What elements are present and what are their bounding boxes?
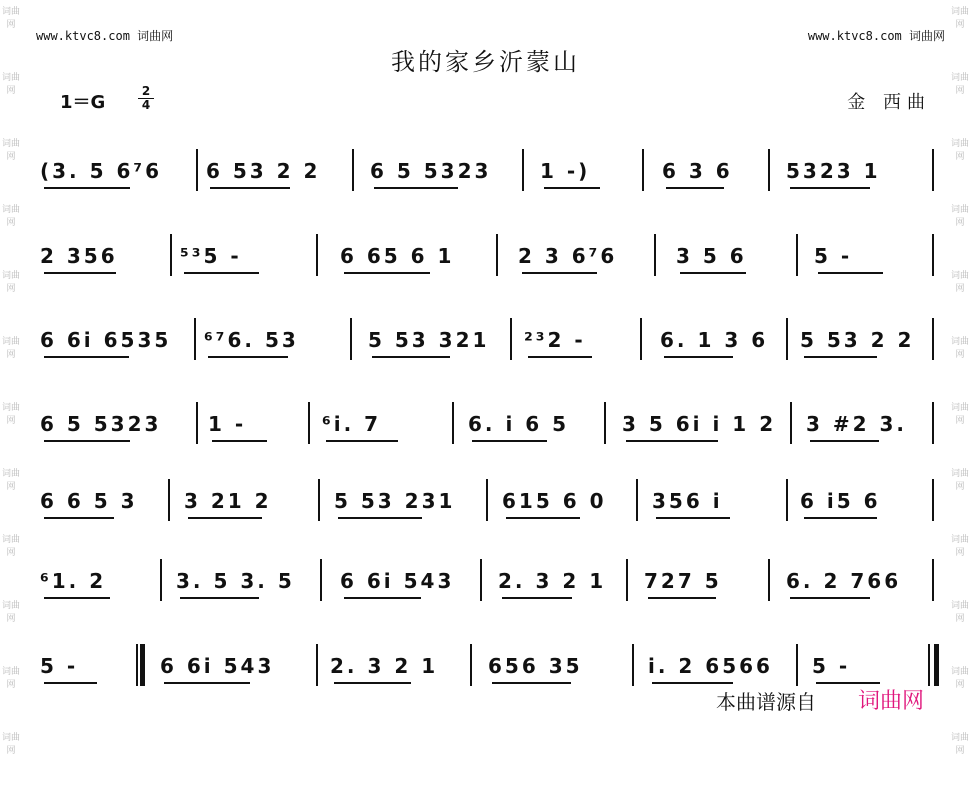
watermark-text: 词曲网 <box>1 337 20 360</box>
time-signature-bottom: 4 <box>141 98 151 112</box>
measure: 6 5 5323 <box>40 412 162 436</box>
watermark-text: 词曲网 <box>950 601 969 624</box>
barline <box>636 479 638 521</box>
measure: (3. 5 6⁷6 <box>40 159 163 183</box>
note-underline <box>208 356 288 358</box>
measure: 6 53 2 2 <box>206 159 321 183</box>
note-underline <box>326 440 398 442</box>
barline <box>786 479 788 521</box>
measure: 6. i 6 5 <box>468 412 570 436</box>
note-underline <box>44 517 114 519</box>
note-underline <box>652 682 733 684</box>
measure: i. 2 6566 <box>648 654 773 678</box>
watermark-text: 词曲网 <box>950 205 969 228</box>
score-row <box>0 157 971 217</box>
score-row <box>0 487 971 547</box>
score-row <box>0 410 971 470</box>
measure: 356 i <box>652 489 723 513</box>
barline <box>452 402 454 444</box>
measure: 2. 3 2 1 <box>330 654 439 678</box>
barline <box>136 644 138 686</box>
barline <box>160 559 162 601</box>
measure: 5 - <box>812 654 851 678</box>
measure: 3 21 2 <box>184 489 272 513</box>
measure: ⁶1. 2 <box>40 569 107 593</box>
barline <box>604 402 606 444</box>
measure: ²³2 - <box>524 328 586 352</box>
watermark-text: 词曲网 <box>950 469 969 492</box>
watermark-text: 词曲网 <box>1 271 20 294</box>
measure: 2 3 6⁷6 <box>518 244 618 268</box>
note-underline <box>44 272 116 274</box>
barline <box>350 318 352 360</box>
barline <box>522 149 524 191</box>
measure: 6 6 5 3 <box>40 489 138 513</box>
note-underline <box>492 682 571 684</box>
measure: 5 - <box>814 244 853 268</box>
barline <box>796 644 798 686</box>
measure: 3 #2 3. <box>806 412 908 436</box>
barline <box>932 402 934 444</box>
note-underline <box>44 187 130 189</box>
barline <box>316 234 318 276</box>
time-signature-top: 2 <box>141 84 151 98</box>
score-row <box>0 326 971 386</box>
source-brand: 词曲网 <box>858 689 925 714</box>
barline <box>932 234 934 276</box>
measure: 6 i5 6 <box>800 489 881 513</box>
note-underline <box>164 682 250 684</box>
barline <box>196 402 198 444</box>
note-underline <box>656 517 730 519</box>
measure: 6 6i 543 <box>160 654 275 678</box>
barline <box>790 402 792 444</box>
barline <box>640 318 642 360</box>
barline <box>786 318 788 360</box>
barline <box>932 559 934 601</box>
barline <box>932 318 934 360</box>
watermark-text: 词曲网 <box>1 535 20 558</box>
measure: 2. 3 2 1 <box>498 569 607 593</box>
note-underline <box>372 356 450 358</box>
barline <box>170 234 172 276</box>
watermark-text: 词曲网 <box>950 535 969 558</box>
watermark-text: 词曲网 <box>950 139 969 162</box>
watermark-text: 词曲网 <box>950 403 969 426</box>
note-underline <box>804 356 877 358</box>
note-underline <box>374 187 458 189</box>
barline <box>316 644 318 686</box>
note-underline <box>44 682 97 684</box>
note-underline <box>210 187 290 189</box>
measure: 6 5 5323 <box>370 159 492 183</box>
note-underline <box>810 440 879 442</box>
measure: 5 53 2 2 <box>800 328 915 352</box>
note-underline <box>664 356 733 358</box>
note-underline <box>344 597 421 599</box>
measure: ⁶i. 7 <box>322 412 382 436</box>
watermark-text: 词曲网 <box>1 7 20 30</box>
note-underline <box>626 440 718 442</box>
measure: 6 6i 543 <box>340 569 455 593</box>
note-underline <box>184 272 259 274</box>
note-underline <box>790 187 870 189</box>
watermark-text: 词曲网 <box>950 271 969 294</box>
measure: 5 53 321 <box>368 328 490 352</box>
measure: 1 -) <box>540 159 591 183</box>
watermark-text: 词曲网 <box>950 667 969 690</box>
watermark-text: 词曲网 <box>950 73 969 96</box>
measure: 5 - <box>40 654 79 678</box>
note-underline <box>804 517 877 519</box>
barline <box>196 149 198 191</box>
watermark-text: 词曲网 <box>1 139 20 162</box>
barline <box>470 644 472 686</box>
measure: 6 6i 6535 <box>40 328 172 352</box>
measure: 6. 1 3 6 <box>660 328 769 352</box>
measure: 3 5 6 <box>676 244 747 268</box>
final-barline <box>934 644 939 686</box>
watermark-text: 词曲网 <box>1 667 20 690</box>
barline <box>320 559 322 601</box>
note-underline <box>666 187 724 189</box>
note-underline <box>334 682 411 684</box>
barline <box>496 234 498 276</box>
measure: 5323 1 <box>786 159 881 183</box>
watermark-text: 词曲网 <box>1 205 20 228</box>
score-title: 我的家乡沂蒙山 <box>391 48 580 76</box>
website-label-left: www.ktvc8.com 词曲网 <box>36 29 174 43</box>
barline <box>510 318 512 360</box>
measure: 3 5 6i i 1 2 <box>622 412 777 436</box>
repeat-barline <box>140 644 145 686</box>
watermark-text: 词曲网 <box>1 733 20 756</box>
note-underline <box>188 517 262 519</box>
barline <box>194 318 196 360</box>
watermark-text: 词曲网 <box>950 337 969 360</box>
note-underline <box>472 440 547 442</box>
note-underline <box>544 187 600 189</box>
score-row <box>0 567 971 627</box>
measure: 2 356 <box>40 244 118 268</box>
score-row <box>0 652 971 712</box>
note-underline <box>44 440 130 442</box>
score-row <box>0 242 971 302</box>
measure: 5 53 231 <box>334 489 456 513</box>
watermark-text: 词曲网 <box>950 733 969 756</box>
note-underline <box>502 597 572 599</box>
watermark-text: 词曲网 <box>1 601 20 624</box>
note-underline <box>790 597 870 599</box>
barline <box>654 234 656 276</box>
note-underline <box>522 272 597 274</box>
barline <box>928 644 930 686</box>
barline <box>486 479 488 521</box>
note-underline <box>648 597 716 599</box>
measure: ⁵³5 - <box>180 244 242 268</box>
note-underline <box>528 356 592 358</box>
note-underline <box>680 272 746 274</box>
measure: 6. 2 766 <box>786 569 902 593</box>
measure: ⁶⁷6. 53 <box>204 328 299 352</box>
barline <box>308 402 310 444</box>
barline <box>168 479 170 521</box>
watermark-text: 词曲网 <box>1 469 20 492</box>
barline <box>796 234 798 276</box>
watermark-text: 词曲网 <box>1 73 20 96</box>
note-underline <box>506 517 580 519</box>
barline <box>932 479 934 521</box>
barline <box>768 149 770 191</box>
barline <box>768 559 770 601</box>
barline <box>932 149 934 191</box>
watermark-text: 词曲网 <box>1 403 20 426</box>
measure: 6 65 6 1 <box>340 244 455 268</box>
key-signature: 1＝G <box>60 92 106 113</box>
measure: 6 3 6 <box>662 159 733 183</box>
watermark-text: 词曲网 <box>950 7 969 30</box>
measure: 1 - <box>208 412 247 436</box>
note-underline <box>44 356 129 358</box>
note-underline <box>212 440 267 442</box>
measure: 656 35 <box>488 654 583 678</box>
barline <box>632 644 634 686</box>
composer-credit: 金 西曲 <box>847 92 931 113</box>
barline <box>626 559 628 601</box>
note-underline <box>180 597 259 599</box>
measure: 615 6 0 <box>502 489 607 513</box>
measure: 3. 5 3. 5 <box>176 569 295 593</box>
source-label: 本曲谱源自 <box>716 690 816 714</box>
barline <box>480 559 482 601</box>
barline <box>318 479 320 521</box>
note-underline <box>818 272 883 274</box>
note-underline <box>44 597 110 599</box>
barline <box>352 149 354 191</box>
barline <box>642 149 644 191</box>
measure: 727 5 <box>644 569 722 593</box>
website-label-right: www.ktvc8.com 词曲网 <box>807 29 945 43</box>
note-underline <box>344 272 430 274</box>
time-signature <box>138 85 154 112</box>
note-underline <box>338 517 422 519</box>
